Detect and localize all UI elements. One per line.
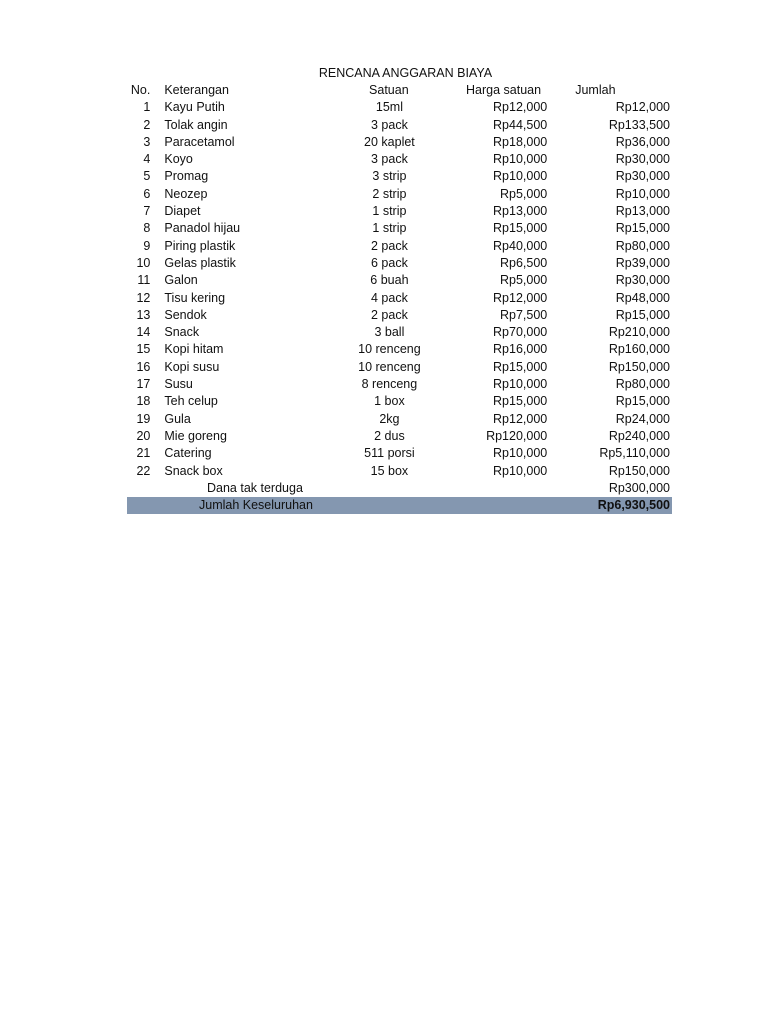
contingency-spacer <box>327 480 544 497</box>
contingency-label: Dana tak terduga <box>207 480 303 495</box>
table-row <box>127 99 672 116</box>
table-row <box>127 117 672 134</box>
row-no: 8 <box>143 221 151 236</box>
row-harga-satuan: Rp70,000 <box>493 325 548 340</box>
row-jumlah: Rp30,000 <box>615 273 670 288</box>
table-row <box>127 341 672 358</box>
row-keterangan: Sendok <box>164 307 207 322</box>
row-harga-satuan: Rp40,000 <box>493 238 548 253</box>
header-no: No. <box>130 83 151 97</box>
table-row <box>127 134 672 151</box>
table-row <box>127 463 672 480</box>
row-satuan: 10 renceng <box>358 359 421 374</box>
contingency-amount: Rp300,000 <box>608 480 670 495</box>
row-keterangan: Kopi susu <box>164 359 220 374</box>
row-jumlah: Rp80,000 <box>615 238 670 253</box>
row-keterangan: Kopi hitam <box>164 342 224 357</box>
row-keterangan: Paracetamol <box>164 134 235 149</box>
row-harga-satuan: Rp6,500 <box>499 255 548 270</box>
row-jumlah: Rp15,000 <box>615 394 670 409</box>
row-harga-satuan: Rp10,000 <box>493 169 548 184</box>
total-amount: Rp6,930,500 <box>597 498 670 513</box>
row-no: 20 <box>136 428 151 443</box>
row-jumlah: Rp15,000 <box>615 221 670 236</box>
row-keterangan: Galon <box>164 273 198 288</box>
table-row <box>127 411 672 428</box>
row-harga-satuan: Rp5,000 <box>499 186 548 201</box>
row-no: 21 <box>136 446 151 461</box>
row-keterangan: Snack <box>164 325 200 340</box>
row-no: 11 <box>137 273 151 288</box>
document-title: RENCANA ANGGARAN BIAYA <box>318 66 493 80</box>
row-satuan: 15 box <box>370 463 409 478</box>
row-jumlah: Rp15,000 <box>615 307 670 322</box>
row-keterangan: Promag <box>164 169 209 184</box>
row-satuan: 4 pack <box>371 290 408 305</box>
row-satuan: 10 renceng <box>358 342 421 357</box>
row-satuan: 3 pack <box>371 152 408 167</box>
header-jumlah: Jumlah <box>575 83 616 97</box>
row-jumlah: Rp13,000 <box>615 204 670 219</box>
row-harga-satuan: Rp12,000 <box>493 411 548 426</box>
row-keterangan: Susu <box>164 377 193 392</box>
row-satuan: 2kg <box>379 411 400 426</box>
row-satuan: 3 pack <box>371 117 408 132</box>
table-header-row <box>127 82 672 99</box>
row-keterangan: Diapet <box>164 204 201 219</box>
table-row <box>127 255 672 272</box>
row-no: 3 <box>143 134 151 149</box>
row-no: 17 <box>136 377 151 392</box>
row-no: 9 <box>143 238 151 253</box>
header-satuan: Satuan <box>369 83 409 97</box>
row-no: 5 <box>143 169 151 184</box>
row-keterangan: Panadol hijau <box>164 221 241 236</box>
row-jumlah: Rp10,000 <box>615 186 670 201</box>
row-satuan: 8 renceng <box>361 377 418 392</box>
row-satuan: 2 pack <box>371 238 408 253</box>
row-satuan: 1 strip <box>372 204 407 219</box>
table-row <box>127 307 672 324</box>
table-row <box>127 445 672 462</box>
table-row <box>127 151 672 168</box>
row-harga-satuan: Rp7,500 <box>499 307 548 322</box>
total-label: Jumlah Keseluruhan <box>199 498 313 513</box>
row-harga-satuan: Rp5,000 <box>499 273 548 288</box>
row-harga-satuan: Rp10,000 <box>493 152 548 167</box>
row-satuan: 1 strip <box>372 221 407 236</box>
table-row <box>127 376 672 393</box>
row-no: 10 <box>136 255 151 270</box>
row-jumlah: Rp150,000 <box>608 463 670 478</box>
row-no: 15 <box>136 342 151 357</box>
row-jumlah: Rp39,000 <box>615 255 670 270</box>
row-no: 14 <box>136 325 151 340</box>
row-keterangan: Kayu Putih <box>164 100 225 115</box>
row-harga-satuan: Rp44,500 <box>493 117 548 132</box>
row-jumlah: Rp240,000 <box>608 428 670 443</box>
row-harga-satuan: Rp15,000 <box>493 221 548 236</box>
row-satuan: 1 box <box>374 394 405 409</box>
row-jumlah: Rp24,000 <box>615 411 670 426</box>
row-no: 6 <box>143 186 151 201</box>
row-keterangan: Koyo <box>164 152 193 167</box>
table-row <box>127 220 672 237</box>
row-jumlah: Rp30,000 <box>615 152 670 167</box>
row-no: 18 <box>136 394 151 409</box>
row-jumlah: Rp5,110,000 <box>599 446 670 461</box>
table-row <box>127 186 672 203</box>
total-row <box>127 497 672 514</box>
row-satuan: 2 strip <box>372 186 407 201</box>
row-no: 16 <box>136 359 151 374</box>
row-satuan: 6 pack <box>371 255 408 270</box>
row-jumlah: Rp210,000 <box>608 325 670 340</box>
table-row <box>127 290 672 307</box>
row-harga-satuan: Rp120,000 <box>486 428 548 443</box>
row-keterangan: Tolak angin <box>164 117 228 132</box>
row-jumlah: Rp160,000 <box>608 342 670 357</box>
row-keterangan: Snack box <box>164 463 223 478</box>
row-keterangan: Tisu kering <box>164 290 226 305</box>
header-keterangan: Keterangan <box>164 83 229 97</box>
row-satuan: 2 pack <box>371 307 408 322</box>
row-no: 1 <box>143 100 151 115</box>
row-keterangan: Teh celup <box>164 394 218 409</box>
row-no: 19 <box>136 411 151 426</box>
row-satuan: 20 kaplet <box>364 134 415 149</box>
table-body <box>127 99 672 480</box>
row-harga-satuan: Rp13,000 <box>493 204 548 219</box>
row-harga-satuan: Rp12,000 <box>493 100 548 115</box>
row-satuan: 3 ball <box>374 325 405 340</box>
row-harga-satuan: Rp12,000 <box>493 290 548 305</box>
row-harga-satuan: Rp10,000 <box>493 446 548 461</box>
row-keterangan: Neozep <box>164 186 208 201</box>
row-harga-satuan: Rp10,000 <box>493 377 548 392</box>
row-no: 12 <box>136 290 151 305</box>
row-no: 4 <box>143 152 151 167</box>
row-satuan: 2 dus <box>374 428 405 443</box>
row-keterangan: Gelas plastik <box>164 255 236 270</box>
table-row <box>127 428 672 445</box>
table-row <box>127 393 672 410</box>
row-harga-satuan: Rp16,000 <box>493 342 548 357</box>
table-row <box>127 203 672 220</box>
table-row <box>127 324 672 341</box>
header-harga-satuan: Harga satuan <box>466 83 542 97</box>
row-no: 2 <box>143 117 151 132</box>
row-jumlah: Rp133,500 <box>608 117 670 132</box>
row-no: 22 <box>136 463 151 478</box>
row-satuan: 3 strip <box>372 169 407 184</box>
row-jumlah: Rp30,000 <box>615 169 670 184</box>
row-jumlah: Rp48,000 <box>615 290 670 305</box>
row-harga-satuan: Rp10,000 <box>493 463 548 478</box>
budget-sheet <box>127 65 672 514</box>
table-row <box>127 359 672 376</box>
row-satuan: 6 buah <box>370 273 409 288</box>
row-jumlah: Rp150,000 <box>608 359 670 374</box>
row-harga-satuan: Rp15,000 <box>493 359 548 374</box>
row-satuan: 15ml <box>375 100 403 115</box>
table-row <box>127 238 672 255</box>
row-keterangan: Catering <box>164 446 212 461</box>
row-no: 13 <box>136 307 151 322</box>
total-spacer <box>327 497 544 514</box>
row-keterangan: Mie goreng <box>164 428 227 443</box>
row-jumlah: Rp80,000 <box>615 377 670 392</box>
row-keterangan: Gula <box>164 411 191 426</box>
row-jumlah: Rp12,000 <box>615 100 670 115</box>
contingency-row <box>127 480 672 497</box>
row-satuan: 511 porsi <box>364 446 415 461</box>
row-no: 7 <box>143 204 151 219</box>
table-row <box>127 272 672 289</box>
row-jumlah: Rp36,000 <box>615 134 670 149</box>
table-row <box>127 168 672 185</box>
row-harga-satuan: Rp18,000 <box>493 134 548 149</box>
row-harga-satuan: Rp15,000 <box>493 394 548 409</box>
row-keterangan: Piring plastik <box>164 238 236 253</box>
